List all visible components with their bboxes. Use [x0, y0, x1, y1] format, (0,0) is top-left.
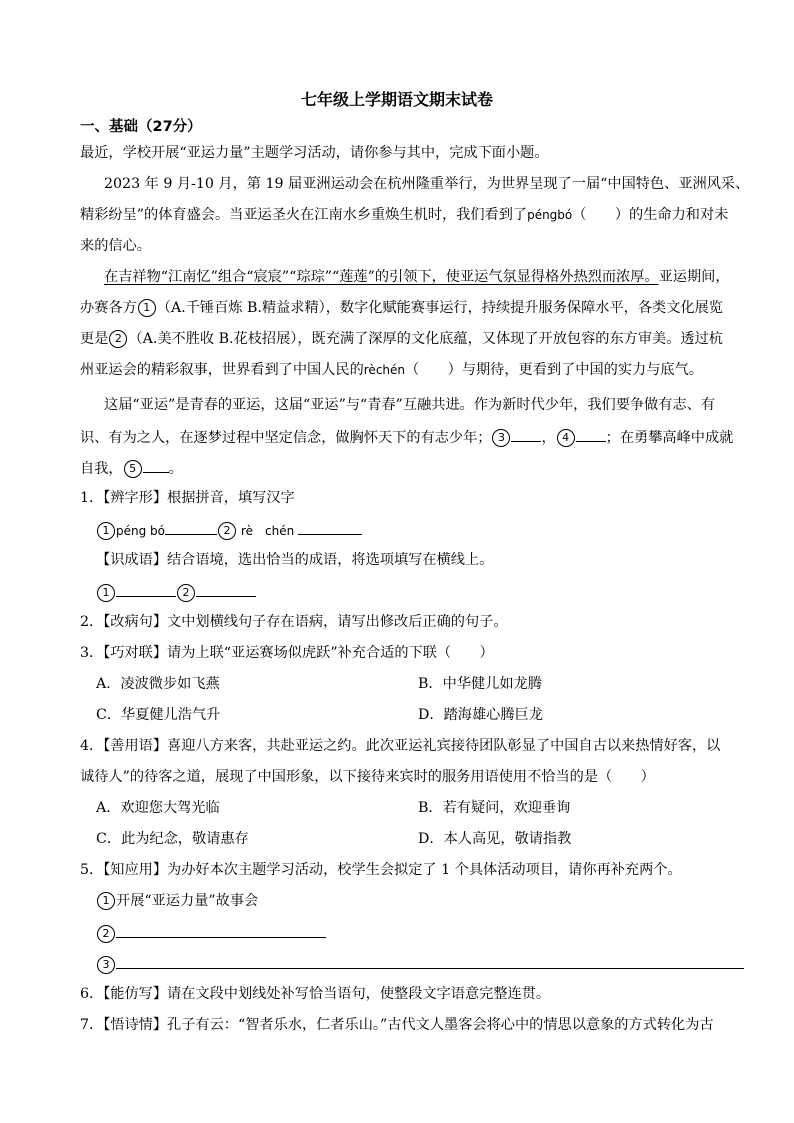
intro-text: 最近，学校开展“亚运力量”主题学习活动，请你参与其中，完成下面小题。	[80, 145, 549, 161]
q4-option-a[interactable]: A．欢迎您大驾光临	[96, 800, 220, 816]
answer-paren-1[interactable]: （ ）的生命力和对未	[572, 207, 729, 223]
pinyin-rechen: rè chén	[241, 524, 295, 538]
para3-text: 。	[168, 461, 183, 477]
question-5: 5．【知应用】为办好本次主题学习活动，校学生会拟定了 1 个具体活动项目，请你再补充两个。	[80, 862, 682, 878]
circled-number-1: 1	[97, 892, 115, 910]
para3-line3	[80, 457, 183, 479]
para2-options-1: （A.千锤百炼 B.精益求精），数字化赋能赛事运行，持续提升服务保障水平，各类文化展览	[156, 300, 723, 316]
pinyin-pengbo: péngbó	[527, 208, 573, 222]
circled-number-2: 2	[97, 925, 115, 943]
para2-text: 更是	[80, 331, 109, 347]
para3-text: ；在勇攀高峰中成就	[605, 430, 734, 446]
para2-line1	[104, 267, 730, 287]
q1-sub: 【识成语】结合语境，选出恰当的成语，将选项填写在横线上。	[96, 552, 494, 568]
question-4-line2: 诚待人”的待客之道，展现了中国形象，以下接待来宾时的服务用语使用不恰当的是（ ）	[80, 769, 655, 785]
circled-number-2: 2	[177, 584, 195, 602]
blank-3[interactable]	[511, 426, 541, 442]
circled-number-2: 2	[109, 330, 127, 348]
para3-line2: 识、有为之人，在逐梦过程中坚定信念，做胸怀天下的有志少年； 3 ， 4 ；在勇攀高峰中成就	[80, 426, 733, 448]
para2-line2	[80, 298, 723, 318]
q1-pinyin-row	[96, 519, 362, 541]
section-heading: 一、基础（27分）	[80, 119, 202, 135]
circled-number-4: 4	[557, 429, 575, 447]
para1-line2	[80, 205, 728, 225]
q5-answer-blank-2[interactable]	[116, 922, 326, 938]
answer-blank-2[interactable]	[298, 519, 362, 535]
answer-paren-2[interactable]: （ ）与期待，更看到了中国的实力与底气。	[405, 362, 703, 378]
answer-blank-1[interactable]	[165, 519, 217, 535]
q5-item-3	[96, 953, 744, 975]
para2-line3	[80, 329, 723, 349]
para3-text: 识、有为之人，在逐梦过程中坚定信念，做胸怀天下的有志少年；	[80, 430, 492, 446]
q3-option-b[interactable]: B．中华健儿如龙腾	[418, 676, 542, 692]
question-1: 1．【辨字形】根据拼音，填写汉字	[80, 490, 295, 506]
q5-item-1	[96, 891, 258, 911]
idiom-blank-1[interactable]	[116, 581, 176, 597]
question-4-line1: 4．【善用语】喜迎八方来客，共赴亚运之约。此次亚运礼宾接待团队彰显了中国自古以来热情好客，以	[80, 738, 721, 754]
question-7: 7．【悟诗情】孔子有云：“智者乐水，仁者乐山。”古代文人墨客会将心中的情思以意象的方式转化为古	[80, 1017, 714, 1033]
para2-options-2: （A.美不胜收 B.花枝招展），既充满了深厚的文化底蕴，又体现了开放包容的东方审美。透过杭	[128, 331, 723, 347]
q3-option-a[interactable]: A．凌波微步如飞燕	[96, 676, 220, 692]
underlined-sentence: 在吉祥物“江南忆”组合“宸宸”“琮琮”“莲莲”的引领下，使亚运气氛显得格外热烈而浓厚。	[104, 269, 659, 285]
circled-number-5: 5	[124, 460, 142, 478]
q3-option-d[interactable]: D．踏海雄心腾巨龙	[418, 707, 543, 723]
para3-line1: 这届“亚运”是青春的亚运，这届“亚运”与“青春”互融共进。作为新时代少年，我们要争做有志、有	[104, 397, 716, 413]
q4-option-b[interactable]: B．若有疑问，欢迎垂询	[418, 800, 571, 816]
q5-item-2	[96, 922, 326, 944]
para2-tail: 亚运期间，	[658, 269, 730, 285]
q1-idiom-row	[96, 581, 256, 603]
blank-4[interactable]	[576, 426, 606, 442]
para1-line3: 来的信心。	[80, 238, 151, 254]
circled-number-2: 2	[218, 522, 236, 540]
q4-option-c[interactable]: C．此为纪念，敬请惠存	[96, 831, 249, 847]
q4-option-d[interactable]: D．本人高见，敬请指教	[418, 831, 572, 847]
para3-text: 自我，	[80, 461, 123, 477]
pinyin-rechen: rèchén	[363, 363, 406, 377]
circled-number-3: 3	[97, 956, 115, 974]
para1-text: 精彩纷呈”的体育盛会。当亚运圣火在江南水乡重焕生机时，我们看到了	[80, 207, 528, 223]
q5-item-1-text: 开展“亚运力量”故事会	[116, 893, 259, 909]
circled-number-1: 1	[138, 299, 156, 317]
para1-line1: 2023 年 9 月-10 月，第 19 届亚洲运动会在杭州隆重举行，为世界呈现了一届“中国特色、亚洲风采、	[104, 176, 750, 192]
circled-number-3: 3	[492, 429, 510, 447]
para2-line4	[80, 360, 703, 380]
q3-option-c[interactable]: C．华夏健儿浩气升	[96, 707, 221, 723]
q5-answer-blank-3[interactable]	[116, 953, 744, 969]
blank-5[interactable]	[143, 457, 169, 473]
question-6: 6．【能仿写】请在文段中划线处补写恰当语句，使整段文字语意完整连贯。	[80, 986, 551, 1002]
question-2: 2．【改病句】文中划横线句子存在语病，请写出修改后正确的句子。	[80, 614, 508, 630]
question-3: 3．【巧对联】请为上联“亚运赛场似虎跃”补充合适的下联（ ）	[80, 645, 494, 661]
circled-number-1: 1	[97, 584, 115, 602]
circled-number-1: 1	[97, 522, 115, 540]
page-title: 七年级上学期语文期末试卷	[300, 90, 493, 109]
pinyin-pengbo: péng bó	[116, 524, 165, 538]
idiom-blank-2[interactable]	[196, 581, 256, 597]
para2-text: 办赛各方	[80, 300, 137, 316]
para2-text: 州亚运会的精彩叙事，世界看到了中国人民的	[80, 362, 364, 378]
